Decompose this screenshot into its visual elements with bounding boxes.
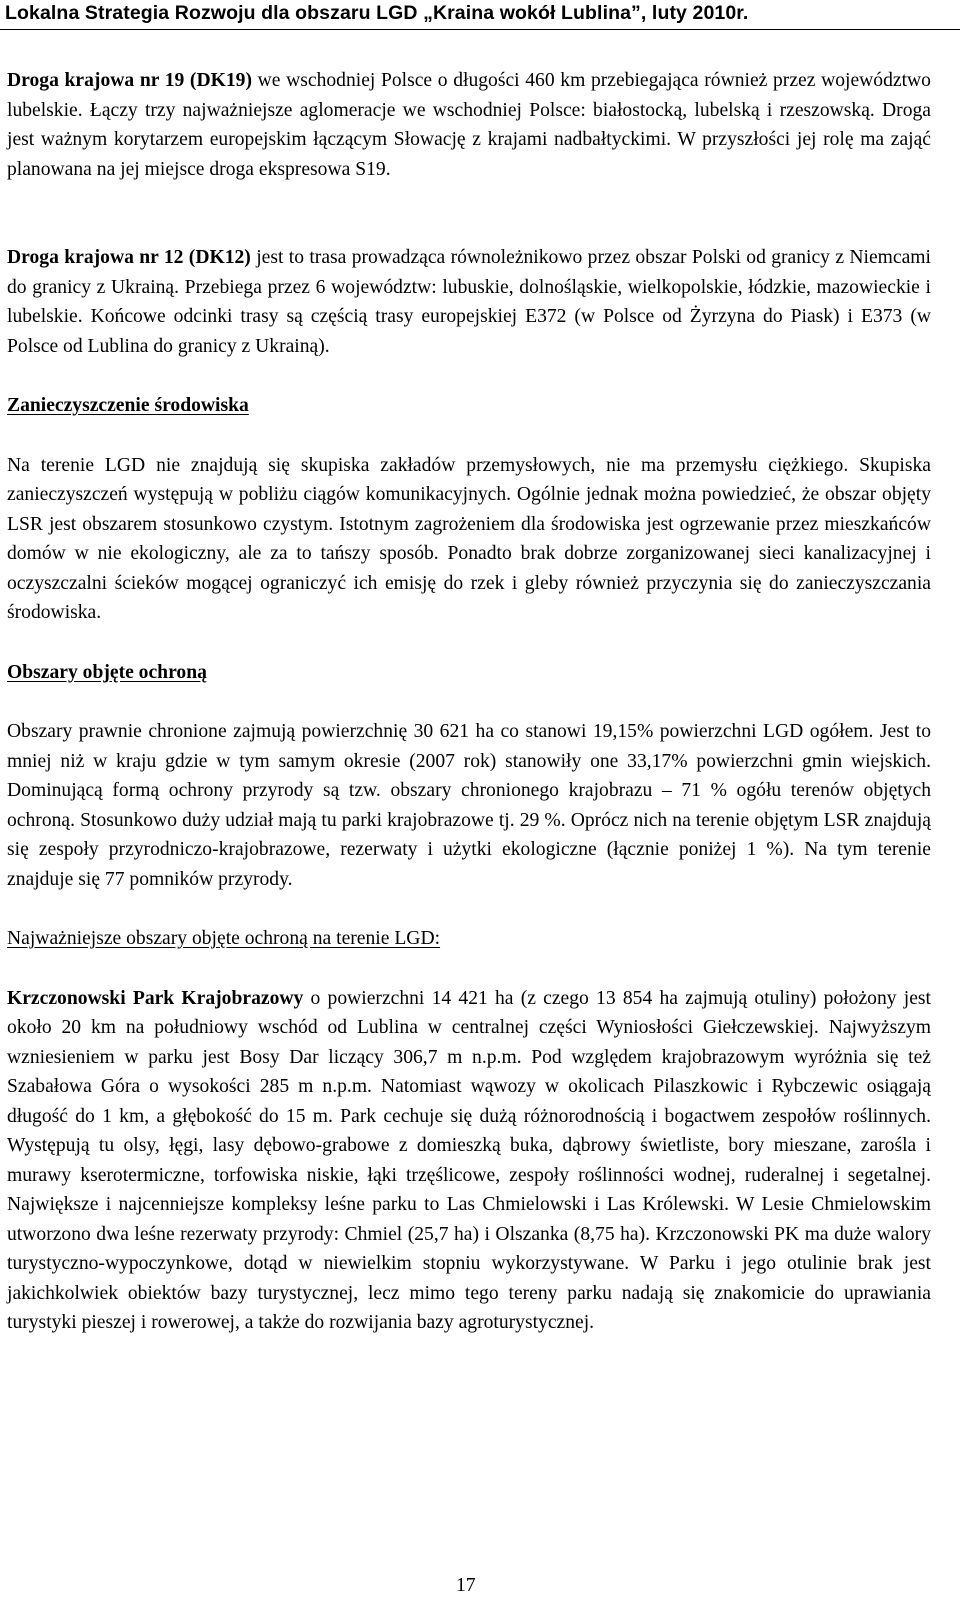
heading-pollution [7,391,931,421]
paragraph-dk12 [7,243,931,361]
park-lead: Krzczonowski Park Krajobrazowy [7,987,304,1009]
dk12-text: jest to trasa prowadząca równoleżnikowo przez obszar Polski od granicy z Niemcami do granicy z Ukrainą. Przebiega przez 6 województw: lubuskie, dolnośląskie, wielkopolskie, łódzkie, mazowieckie i lubelskie. Końcowe odcinki trasy są częścią trasy europejskiej E372 (w Polsce od Żyrzyna do Piask) i E373 (w Polsce od Lublina do granicy z Ukrainą). [7,247,931,357]
pollution-heading-text: Zanieczyszczenie środowiska [7,395,249,416]
dk19-lead: Droga krajowa nr 19 (DK19) [7,70,252,91]
page-number: 17 [456,1575,476,1596]
paragraph-pollution: Na terenie LGD nie znajdują się skupiska zakładów przemysłowych, nie ma przemysłu ciężkiego. Skupiska zanieczyszczeń występują w pobliżu ciągów komunikacyjnych. Ogólnie jednak można powiedzieć, że obszar objęty LSR jest obszarem stosunkowo czystym. Istotnym zagrożeniem dla środowiska jest ogrzewanie przez mieszkańców domów w nie ekologiczny, ale za to tańszy sposób. Ponadto brak dobrze zorganizowanej sieci kanalizacyjnej i oczyszczalni ścieków mogącej ograniczyć ich emisję do rzek i gleby również przyczynia się do zanieczyszczania środowiska. [7,454,931,623]
paragraph-park [7,984,931,1338]
park-text: o powierzchni 14 421 ha (z czego 13 854 ha zajmują otuliny) położony jest około 20 km na południowy wschód od Lublina w centralnej części Wyniosłości Giełczewskiej. Najwyższym wzniesieniem w parku jest Bosy Dar liczący 306,7 m n.p.m. Pod względem krajobrazowym wyróżnia się też Szabałowa Góra o wysokości 285 m n.p.m. Natomiast wąwozy w okolicach Pilaszkowic i Rybczewic osiągają długość do 1 km, a głębokość do 15 m. Park cechuje się dużą różnorodnością i bogactwem zespołów roślinnych. Występują tu olsy, łęgi, lasy dębowo-grabowe z domieszką buka, dąbrowy świetliste, bory mieszane, zarośla i murawy kserotermiczne, torfowiska niskie, łąki trzęślicowe, zespoły roślinności wodnej, ruderalnej i segetalnej. Największe i najcenniejsze kompleksy leśne parku to Las Chmielowski i Las Królewski. W Lesie Chmielowskim utworzono dwa leśne rezerwaty przyrody: Chmiel (25,7 ha) i Olszanka (8,75 ha). Krzczonowski PK ma duże walory turystyczno-wypoczynkowe, dotąd w niewielkim stopniu wykorzystywane. W Parku i jego otulinie brak jest jakichkolwiek obiektów bazy turystycznej, lecz mimo tego tereny parku nadają się znakomicie do uprawiania turystyki pieszej i rowerowej, a także do rozwijania bazy agroturystycznej. [7,987,931,1333]
protected-intro-text: Najważniejsze obszary objęte ochroną na terenie LGD: [7,928,441,949]
protected-heading-text: Obszary objęte ochroną [7,661,207,683]
document-body [7,66,931,1338]
page-header [0,0,960,30]
document-title: Lokalna Strategia Rozwoju dla obszaru LGD „Kraina wokół Lublina”, luty 2010r. [5,2,749,24]
dk19-text: we wschodniej Polsce o długości 460 km przebiegająca również przez województwo lubelskie. Łączy trzy najważniejsze aglomeracje we wschodniej Polsce: białostocką, lubelską i rzeszowską. Droga jest ważnym korytarzem europejskim łączącym Słowację z krajami nadbałtyckimi. W przyszłości jej rolę ma zająć planowana na jej miejsce droga ekspresowa S19. [7,70,931,180]
heading-protected-areas [7,658,931,688]
dk12-lead: Droga krajowa nr 12 (DK12) [7,247,251,268]
paragraph-protected-areas: Obszary prawnie chronione zajmują powierzchnię 30 621 ha co stanowi 19,15% powierzchni LGD ogółem. Jest to mniej niż w kraju gdzie w tym samym okresie (2007 rok) stanowiły one 33,17% powierzchni gmin wiejskich. Dominującą formą ochrony przyrody są tzw. obszary chronionego krajobrazu – 71 % ogółu terenów objętych ochroną. Stosunkowo duży udział mają tu parki krajobrazowe tj. 29 %. Oprócz nich na terenie objętym LSR znajdują się zespoły przyrodniczo-krajobrazowe, rezerwaty i użytki ekologiczne (łącznie poniżej 1 %). Na tym terenie znajduje się 77 pomników przyrody. [7,721,931,890]
protected-intro [7,924,931,954]
paragraph-dk19 [7,66,931,184]
